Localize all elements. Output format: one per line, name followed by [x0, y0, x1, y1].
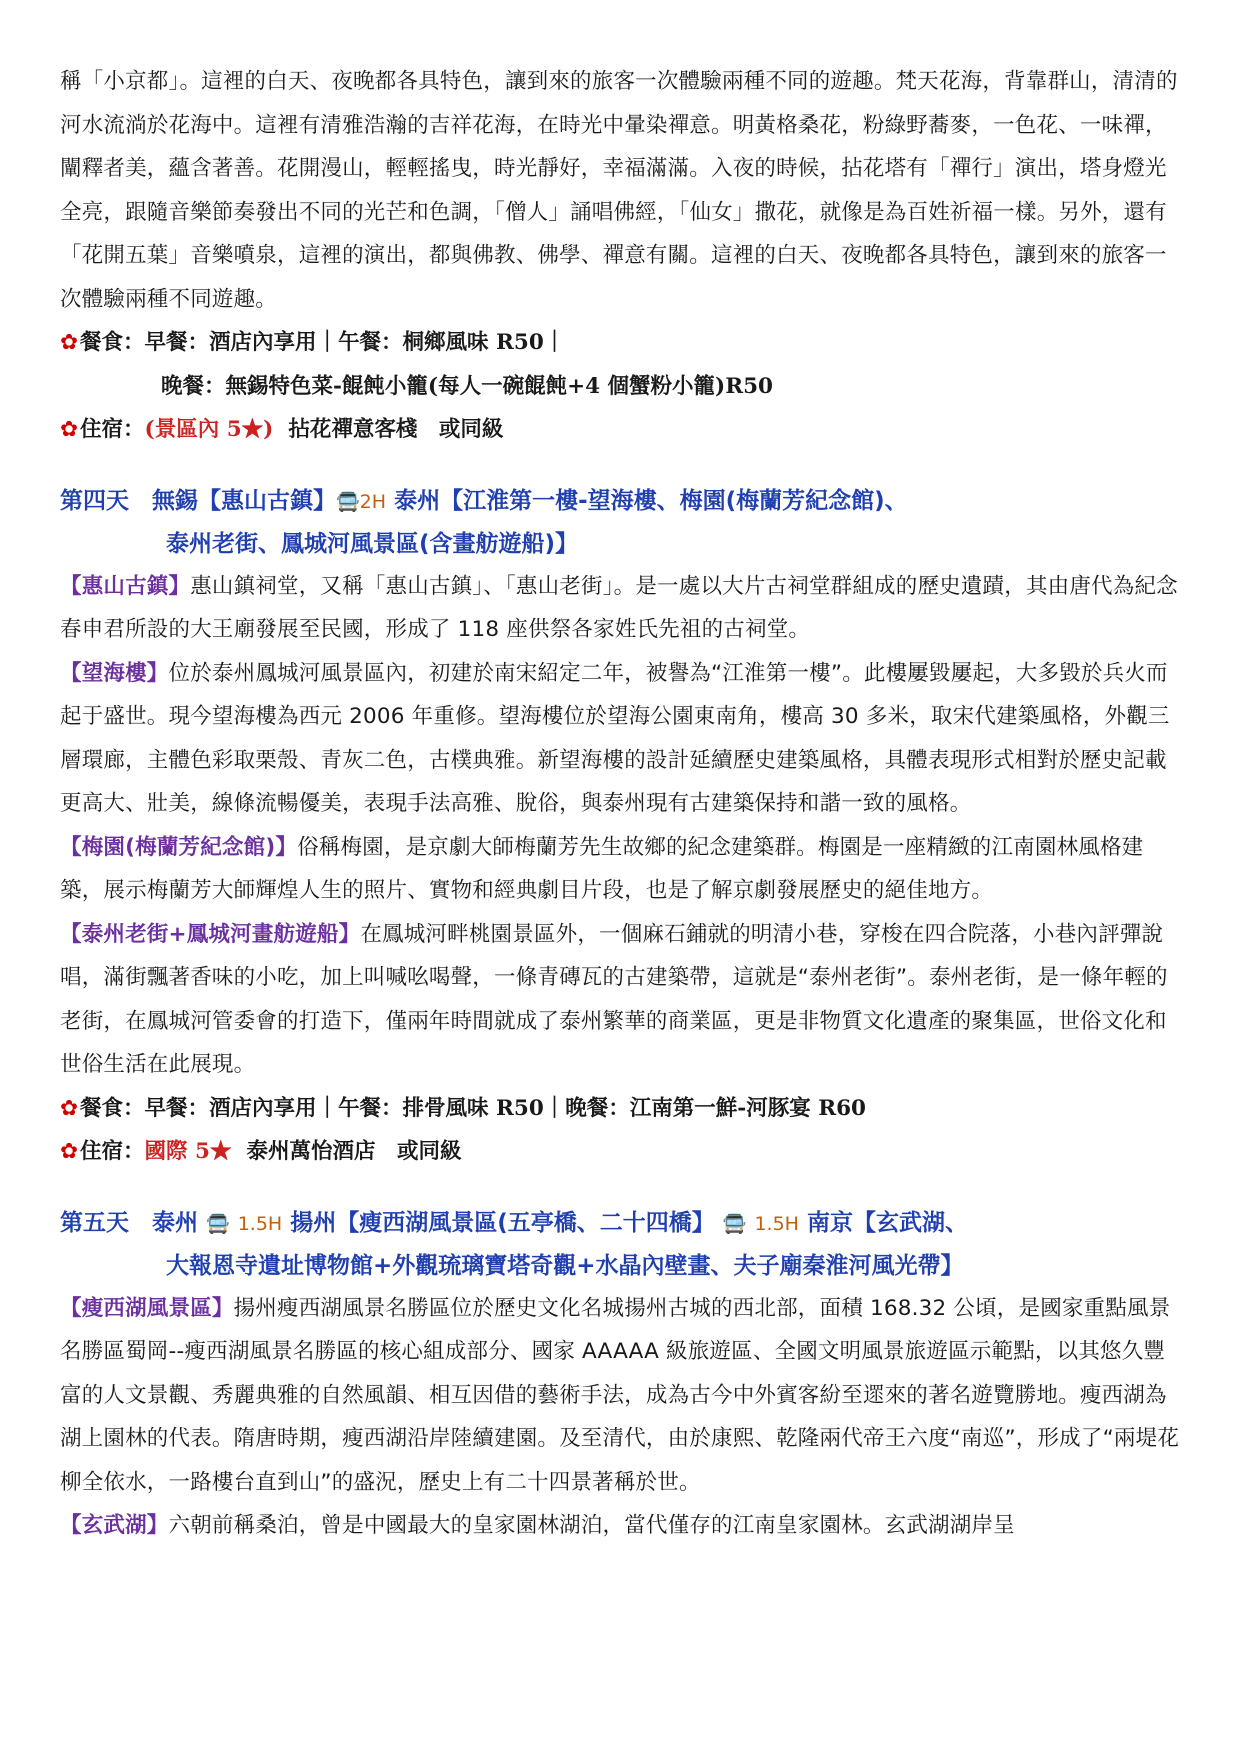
- duration: 1.5H: [754, 1212, 799, 1235]
- attraction-description: [60, 565, 1185, 652]
- flower-icon: ✿: [60, 330, 79, 355]
- attraction-text: 揚州瘦西湖風景名勝區位於歷史文化名城揚州古城的西北部，面積 168.32 公頃，是國家重點風景名勝區蜀岡--瘦西湖風景名勝區的核心組成部分、國家 AAAAA 級旅遊區、全國文明風景旅遊區示範點，以其悠久豐富的人文景觀、秀麗典雅的自然風韻、相互因借的藝術手法，成為古今中外賓客紛至遝來的著名遊覽勝地。瘦西湖為湖上園林的代表。隋唐時期，瘦西湖沿岸陸續建園。及至清代，由於康熙、乾隆兩代帝王六度“南巡”，形成了“兩堤花柳全依水，一路樓台直到山”的盛況，歷史上有二十四景著稱於世。: [60, 1295, 1180, 1495]
- hotel-grade: (景區內 5★): [144, 417, 274, 442]
- attraction-tag: 【瘦西湖風景區】: [60, 1295, 234, 1321]
- attraction-description: [60, 1287, 1185, 1505]
- flower-icon: ✿: [60, 1139, 79, 1164]
- bus-icon: 🚍: [336, 490, 360, 513]
- attraction-tag: 【望海樓】: [60, 660, 169, 686]
- day5-descriptions: [60, 1287, 1185, 1548]
- duration: 2H: [359, 490, 387, 513]
- attraction-description: [60, 652, 1185, 826]
- flower-icon: ✿: [60, 1095, 79, 1121]
- attraction-description: [60, 1504, 1185, 1548]
- duration: 1.5H: [237, 1212, 283, 1235]
- hotel-name: 拈花禪意客棧 或同級: [288, 417, 504, 442]
- day4-meals: ✿餐食：早餐：酒店內享用｜午餐：排骨風味 R50｜晚餐：江南第一鮮-河豚宴 R60: [60, 1095, 866, 1121]
- attraction-text: 在鳳城河畔桃園景區外，一個麻石鋪就的明清小巷，穿梭在四合院落，小巷內評彈說唱，滿街飄著香味的小吃，加上叫喊吆喝聲，一條青磚瓦的古建築帶，這就是“泰州老街”。泰州老街，是一條年輕的老街，在鳳城河管委會的打造下，僅兩年時間就成了泰州繁華的商業區，更是非物質文化遺產的聚集區，世俗文化和世俗生活在此展現。: [60, 921, 1168, 1077]
- attraction-tag: 【梅園(梅蘭芳紀念館)】: [60, 834, 298, 860]
- attraction-text: 惠山鎮祠堂，又稱「惠山古鎮」、「惠山老街」。是一處以大片古祠堂群組成的歷史遺蹟，其由唐代為紀念春申君所設的大王廟發展至民國，形成了 118 座供祭各家姓氏先祖的古祠堂。: [60, 573, 1178, 642]
- attraction-text: 六朝前稱桑泊，曾是中國最大的皇家園林湖泊，當代僅存的江南皇家園林。玄武湖湖岸呈: [168, 1513, 1015, 1538]
- day4-block: [60, 480, 1185, 1174]
- day3-stay: ✿住宿：(景區內 5★) 拈花禪意客棧 或同級: [60, 417, 504, 442]
- itinerary-page: [60, 60, 1185, 1548]
- day4-descriptions: [60, 565, 1185, 1087]
- day3-meals: ✿餐食：早餐：酒店內享用｜午餐：桐鄉風味 R50｜: [60, 330, 566, 355]
- hotel-grade: 國際 5★: [144, 1139, 232, 1164]
- bus-icon: 🚍: [206, 1212, 230, 1235]
- attraction-text: 俗稱梅園，是京劇大師梅蘭芳先生故鄉的紀念建築群。梅園是一座精緻的江南園林風格建築，展示梅蘭芳大師輝煌人生的照片、實物和經典劇目片段，也是了解京劇發展歷史的絕佳地方。: [60, 834, 1144, 903]
- day5-title: 第五天 泰州 🚍 1.5H 揚州【瘦西湖風景區(五亭橋、二十四橋】 🚍 1.5H 南京【玄武湖、: [60, 1209, 968, 1236]
- attraction-tag: 【泰州老街+鳳城河畫舫遊船】: [60, 921, 361, 947]
- day5-title-row2: 大報恩寺遺址博物館+外觀琉璃寶塔奇觀+水晶內壁畫、夫子廟秦淮河風光帶】: [166, 1252, 964, 1279]
- bus-icon: 🚍: [722, 1212, 747, 1235]
- attraction-description: [60, 913, 1185, 1087]
- day4-title: 第四天 無錫【惠山古鎮】🚍2H 泰州【江淮第一樓-望海樓、梅園(梅蘭芳紀念館)、: [60, 487, 908, 514]
- day4-title-row2: 泰州老街、鳳城河風景區(含畫舫遊船)】: [166, 530, 579, 557]
- attraction-description: [60, 826, 1185, 913]
- attraction-tag: 【玄武湖】: [60, 1513, 169, 1538]
- day3-dinner: 晚餐：無錫特色菜-餛飩小籠(每人一碗餛飩+4 個蟹粉小籠)R50: [161, 373, 774, 399]
- flower-icon: ✿: [60, 417, 79, 442]
- hotel-name: 泰州萬怡酒店 或同級: [246, 1139, 462, 1164]
- intro-paragraph: 稱「小京都」。這裡的白天、夜晚都各具特色，讓到來的旅客一次體驗兩種不同的遊趣。梵天花海，背靠群山，清清的河水流淌於花海中。這裡有清雅浩瀚的吉祥花海，在時光中暈染禪意。明黃格桑花，粉綠野蕎麥，一色花、一味禪，闡釋者美，蘊含著善。花開漫山，輕輕搖曳，時光靜好，幸福滿滿。入夜的時候，拈花塔有「禪行」演出，塔身燈光全亮，跟隨音樂節奏發出不同的光芒和色調，「僧人」誦唱佛經，「仙女」撒花，就像是為百姓祈福一樣。另外，還有「花開五葉」音樂噴泉，這裡的演出，都與佛教、佛學、禪意有關。這裡的白天、夜晚都各具特色，讓到來的旅客一次體驗兩種不同遊趣。: [60, 69, 1178, 312]
- attraction-text: 位於泰州鳳城河風景區內，初建於南宋紹定二年，被譽為“江淮第一樓”。此樓屢毀屢起，大多毀於兵火而起于盛世。現今望海樓為西元 2006 年重修。望海樓位於望海公園東南角，樓高 30 多米，取宋代建築風格，外觀三層環廊，主體色彩取栗殼、青灰二色，古樸典雅。新望海樓的設計延續歷史建築風格，具體表現形式相對於歷史記載更高大、壯美，線條流暢優美，表現手法高雅、脫俗，與泰州現有古建築保持和諧一致的風格。: [60, 660, 1170, 816]
- day5-block: [60, 1202, 1185, 1548]
- attraction-tag: 【惠山古鎮】: [60, 573, 191, 599]
- day4-stay: ✿住宿：國際 5★ 泰州萬怡酒店 或同級: [60, 1139, 462, 1164]
